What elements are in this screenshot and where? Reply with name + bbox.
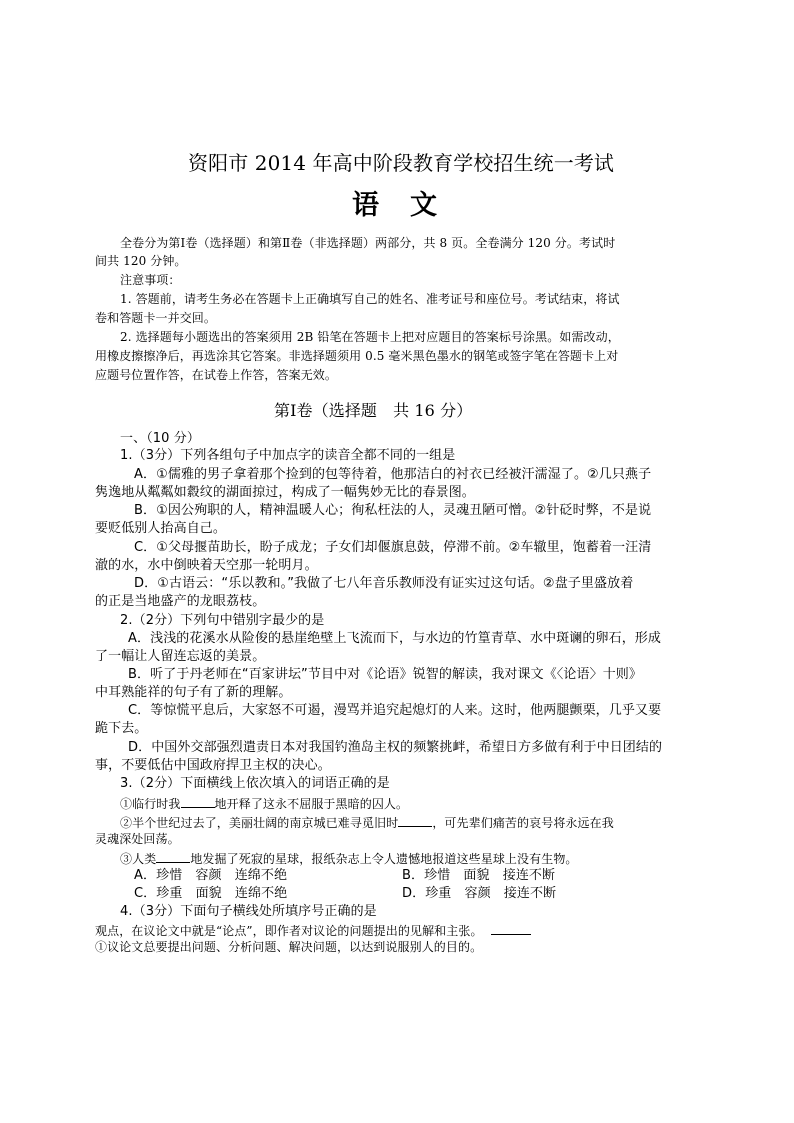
q2-option-b-cont: 中耳熟能祥的句子有了新的理解。 (95, 685, 292, 700)
q3-sentence-2-cont: 灵魂深处回荡。 (95, 832, 180, 846)
q1-option-b: B．①因公殉职的人，精神温暖人心；徇私枉法的人，灵魂丑陋可憎。②针砭时弊，不是说 (134, 503, 652, 518)
answer-blank (398, 813, 432, 827)
intro-line: 间共 120 分钟。 (95, 254, 187, 268)
intro-line: 全卷分为第Ⅰ卷（选择题）和第Ⅱ卷（非选择题）两部分，共 8 页。全卷满分 120 分。考试时 (120, 236, 616, 250)
question-1-stem: 1.（3分）下列各组句子中加点字的读音全都不同的一组是 (120, 448, 456, 463)
q2-option-a-cont: 了一幅让人留连忘返的美景。 (95, 649, 266, 664)
q3-sentence-2: ②半个世纪过去了，美丽壮阔的南京城已难寻觅旧时 ，可先辈们痛苦的哀号将永远在我 (120, 813, 614, 832)
notice-line: 1. 答题前，请考生务必在答题卡上正确填写自己的姓名、准考证号和座位号。考试结束，将试 (120, 292, 620, 306)
q1-option-c: C．①父母揠苗助长，盼子成龙；子女们却偃旗息鼓，停滞不前。②车辙里，饱蓄着一汪清 (134, 540, 652, 555)
notice-line: 应题号位置作答，在试卷上作答，答案无效。 (95, 368, 338, 382)
q1-option-c-cont: 澈的水，水中倒映着天空那一轮明月。 (95, 558, 318, 573)
q1-option-b-cont: 要贬低别人抬高自己。 (95, 521, 227, 536)
exam-title: 资阳市 2014 年高中阶段教育学校招生统一考试 (188, 151, 615, 175)
question-2-stem: 2.（2分）下列句中错别字最少的是 (120, 613, 325, 628)
notice-line: 卷和答题卡一并交回。 (95, 311, 217, 325)
q3-sentence-3: ③人类 地发掘了死寂的星球，报纸杂志上令人遗憾地报道这些星球上没有生物。 (120, 849, 578, 868)
subject-char-1: 语 (352, 190, 380, 221)
q2-option-b: B．听了于丹老师在“百家讲坛”节目中对《论语》锐智的解读，我对课文《〈论语〉十则》 (128, 667, 642, 682)
q1-option-d: D．①古语云：“乐以教和。”我做了七八年音乐教师没有证实过这句话。②盘子里盛放着 (134, 576, 634, 591)
q2-option-c-cont: 跪下去。 (95, 721, 148, 736)
question-4-stem: 4.（3分）下面句子横线处所填序号正确的是 (120, 904, 377, 919)
q3-option-c: C．珍重 面貌 连绵不绝 (134, 886, 288, 901)
part-heading: 一、（10 分） (120, 431, 200, 446)
q3-option-a: A．珍惜 容颜 连绵不绝 (134, 868, 288, 883)
notice-title: 注意事项： (120, 273, 181, 287)
q1-option-a: A．①儒雅的男子拿着那个捡到的包等待着，他那洁白的衬衣已经被汗濡湿了。②几只燕子 (134, 467, 652, 482)
q4-sentence-1: 观点，在议论文中就是“论点”，即作者对议论的问题提出的见解和主张。 (95, 921, 531, 940)
q3-option-b: B．珍惜 面貌 接连不断 (402, 868, 556, 883)
q3-sentence-1: ①临行时我 地开释了这永不屈服于黑暗的囚人。 (120, 794, 408, 813)
q1-option-d-cont: 的正是当地盛产的龙眼荔枝。 (95, 594, 266, 609)
q1-option-a-cont: 隽逸地从粼粼如縠纹的湖面掠过，构成了一幅隽妙无比的春景图。 (95, 485, 475, 500)
q3-option-d: D．珍重 容颜 接连不断 (402, 886, 557, 901)
answer-blank (156, 849, 190, 863)
q2-option-d: D．中国外交部强烈遣责日本对我国钓渔岛主权的频繁挑衅，希望日方多做有利于中日团结的 (128, 740, 663, 755)
answer-blank (181, 794, 215, 808)
answer-blank (491, 921, 531, 935)
q2-option-c: C．等惊慌平息后，大家怒不可遏，漫骂并追究起熄灯的人来。这时，他两腿颤栗，几乎又要 (128, 703, 662, 718)
q2-option-a: A．浅浅的花溪水从险俊的悬崖绝壁上飞流而下，与水边的竹篁青草、水中斑谰的卵石，形成 (128, 631, 661, 646)
q2-option-d-cont: 事，不要低估中国政府捍卫主权的决心。 (95, 758, 331, 773)
section-title: 第Ⅰ卷（选择题 共 16 分） (274, 401, 473, 420)
notice-line: 用橡皮擦擦净后，再选涂其它答案。非选择题须用 0.5 毫米黑色墨水的钢笔或签字笔在答题卡上对 (95, 349, 619, 363)
notice-line: 2. 选择题每小题选出的答案须用 2B 铅笔在答题卡上把对应题目的答案标号涂黑。如需改动， (120, 330, 620, 344)
question-3-stem: 3.（2分）下面横线上依次填入的词语正确的是 (120, 776, 390, 791)
q4-sentence-2: ①议论文总要提出问题、分析问题、解决问题，以达到说服别人的目的。 (95, 940, 483, 954)
subject-char-2: 文 (410, 190, 438, 221)
